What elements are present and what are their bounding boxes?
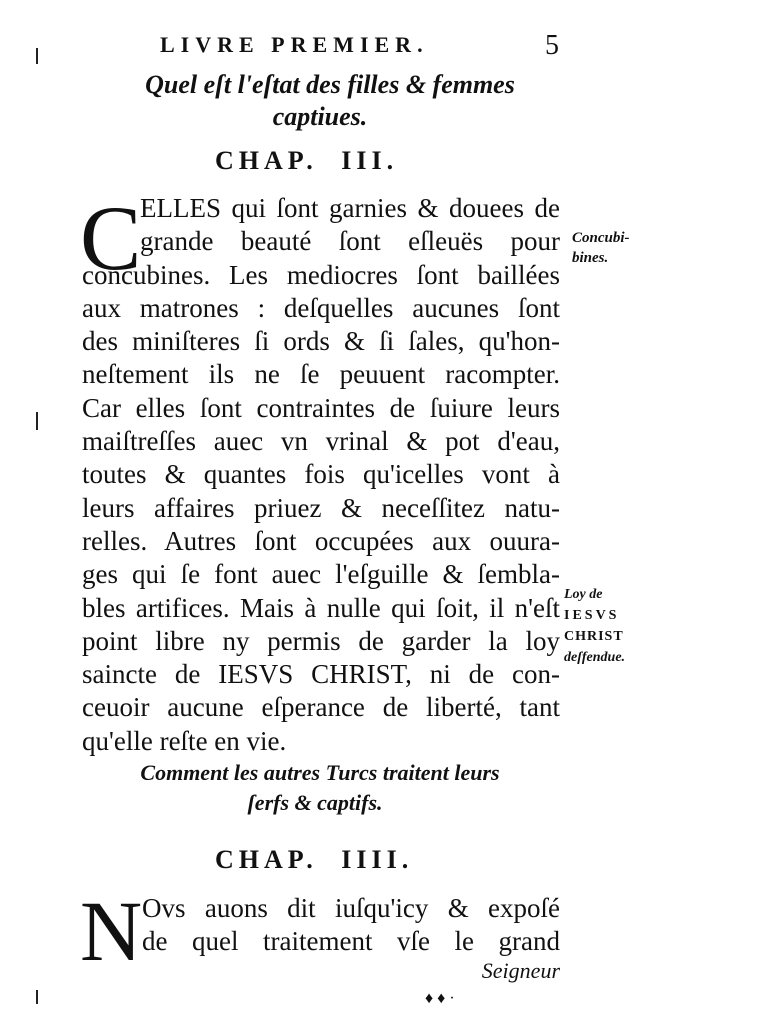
- margin-note-concubines-line-2: bines.: [572, 250, 609, 266]
- chapter-3-title-line-2: captiues.: [272, 102, 368, 131]
- chapter-3-line-4: aux matrones : deſquelles aucunes ſont: [82, 292, 560, 323]
- chapter-3-line-14: point libre ny permis de garder la loy: [82, 625, 560, 656]
- chapter-3-line-8: maiſtreſſes auec vn vrinal & pot d'eau,: [82, 426, 560, 457]
- chapter-4-heading-chap: CHAP.: [215, 845, 318, 874]
- chapter-4-line-1: Ovs auons dit iuſqu'icy & expoſé: [142, 893, 560, 923]
- chapter-4-heading-number: IIII.: [341, 845, 414, 874]
- chapter-4-title-line-2: ſerfs & captifs.: [247, 790, 383, 815]
- chapter-3-line-5: des miniſteres ſi ords & ſi ſales, qu'hon-: [82, 326, 560, 357]
- chapter-3-line-1: ELLES qui ſont garnies & douees de: [140, 193, 560, 223]
- chapter-3-line-13: bles artifices. Mais à nulle qui ſoit, il n'eſt: [82, 592, 560, 623]
- chapter-3-title-line-1: Quel eſt l'eſtat des filles & femmes: [145, 70, 515, 99]
- chapter-4-line-2: de quel traitement vſe le grand: [142, 926, 560, 957]
- running-head: LIVRE PREMIER.: [160, 32, 429, 57]
- margin-note-concubines-line-1: Concubi-: [572, 230, 630, 246]
- chapter-4-title-line-1: Comment les autres Turcs traitent leurs: [140, 760, 500, 785]
- left-edge-rule-mid: [36, 412, 38, 430]
- chapter-3-line-7: Car elles ſont contraintes de ſuiure leurs: [82, 392, 560, 423]
- chapter-3-line-17: qu'elle reſte en vie.: [82, 725, 287, 756]
- chapter-3-line-6: neſtement ils ne ſe peuuent racompter.: [82, 359, 560, 390]
- catchword: Seigneur: [481, 958, 560, 983]
- chapter-3-heading-number: III.: [341, 146, 399, 175]
- margin-note-loy-line-4: deſfendue.: [564, 650, 626, 665]
- margin-note-loy: [564, 584, 625, 668]
- chapter-3-dropcap: C: [80, 187, 142, 289]
- chapter-3-line-12: ges qui ſe font auec l'eſguille & ſembla-: [82, 559, 560, 590]
- chapter-3-line-10: leurs affaires priuez & neceſſitez natu-: [82, 492, 560, 523]
- chapter-3-line-16: ceuoir aucune eſperance de liberté, tant: [82, 692, 560, 723]
- chapter-4-dropcap: N: [80, 883, 143, 979]
- chapter-4-body: [82, 892, 560, 959]
- margin-note-loy-line-3: CHRIST: [564, 629, 624, 644]
- footer-marks: ♦ ♦ ·: [425, 990, 455, 1007]
- left-edge-rule-bottom: [36, 990, 38, 1004]
- margin-note-loy-line-1: Loy de: [564, 587, 603, 602]
- page-number: 5: [545, 30, 559, 61]
- chapter-3-heading-chap: CHAP.: [215, 146, 318, 175]
- chapter-3-body: [80, 187, 560, 758]
- chapter-3-line-15: saincte de IESVS CHRIST, ni de con-: [82, 659, 560, 690]
- chapter-3-line-9: toutes & quantes fois qu'icelles vont à: [82, 459, 560, 490]
- left-edge-rule-top: [36, 48, 38, 64]
- chapter-3-heading: [215, 146, 398, 176]
- chapter-3-line-11: relles. Autres ſont occupées aux ouura-: [82, 525, 560, 556]
- margin-note-concubines: [572, 228, 630, 268]
- chapter-3-line-3: concubines. Les mediocres ſont baillées: [82, 259, 560, 290]
- chapter-3-line-2: grande beauté ſont eſleuës pour: [140, 226, 560, 257]
- chapter-4-heading: [215, 845, 413, 875]
- margin-note-loy-line-2: IESVS: [564, 608, 620, 623]
